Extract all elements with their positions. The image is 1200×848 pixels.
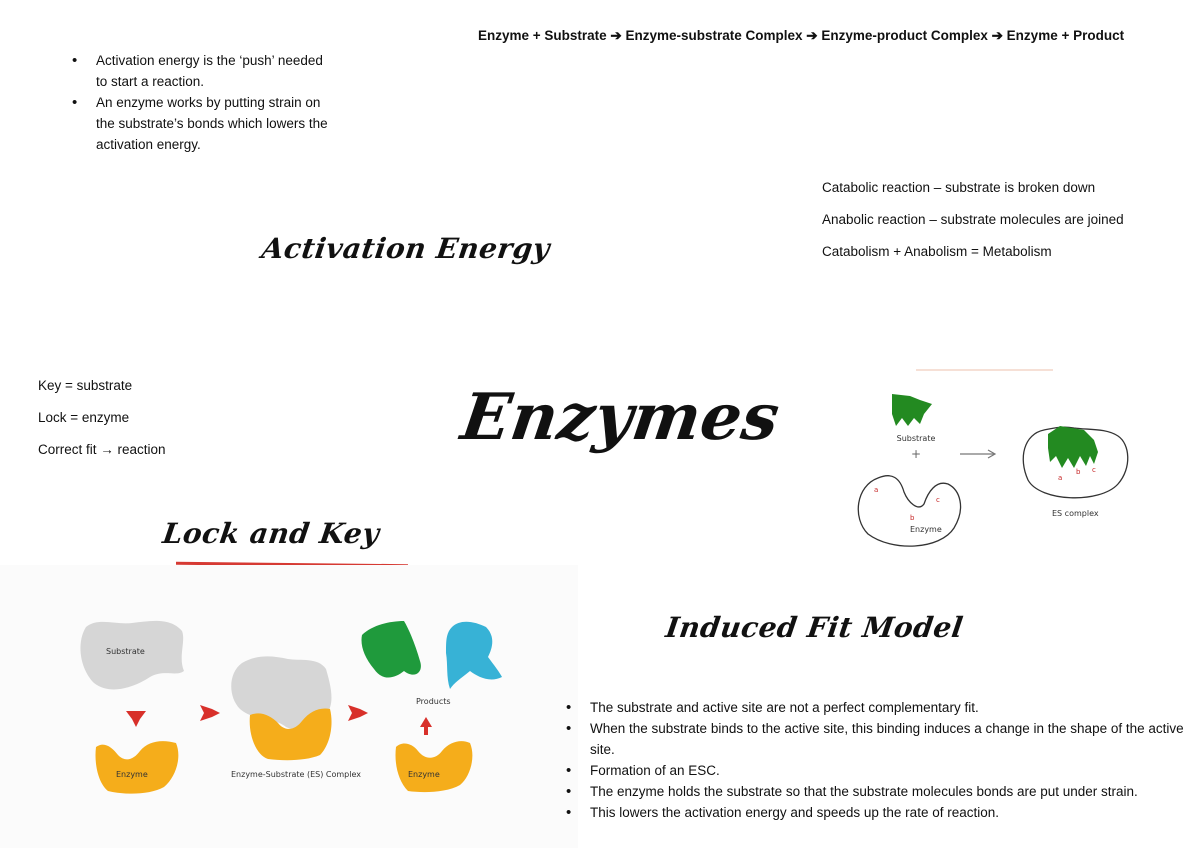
lock-and-key-diagram [0, 565, 578, 848]
list-item: • The substrate and active site are not a perfect complementary fit. [566, 697, 1186, 718]
site-a-label: a [874, 486, 879, 494]
enzyme-label: Enzyme [408, 770, 440, 779]
reaction-chain: Enzyme + Substrate ➔ Enzyme-substrate Complex ➔ Enzyme-product Complex ➔ Enzyme + Product [478, 28, 1125, 43]
metabolism-notes [822, 172, 1124, 268]
activation-energy-heading: Activation Energy [259, 232, 553, 265]
es-complex-label: ES complex [1052, 509, 1099, 518]
induced-fit-diagram [848, 368, 1148, 548]
fit-line: Correct fit → reaction [38, 442, 166, 457]
list-item: • Activation energy is the ‘push’ needed to start a reaction. [72, 50, 332, 92]
site-c-label: c [936, 496, 940, 504]
lock-key-notes [38, 370, 166, 466]
metabolism-line: Catabolism + Anabolism = Metabolism [822, 244, 1052, 259]
site-c-label: c [1092, 466, 1096, 474]
enzyme-label: Enzyme [910, 525, 942, 534]
substrate-label: Substrate [106, 647, 145, 656]
lock-line: Lock = enzyme [38, 410, 130, 425]
products-label: Products [416, 697, 451, 706]
list-item: • When the substrate binds to the active site, this binding induces a change in the shape of the active site. [566, 718, 1186, 760]
list-item: • The enzyme holds the substrate so that the substrate molecules bonds are put under strain. [566, 781, 1186, 802]
es-complex-label: Enzyme-Substrate (ES) Complex [231, 770, 361, 779]
induced-fit-bullets [566, 697, 1186, 823]
list-item: • An enzyme works by putting strain on the substrate’s bonds which lowers the activation energy. [72, 92, 332, 155]
lock-and-key-heading: Lock and Key [160, 517, 382, 550]
catabolic-line: Catabolic reaction – substrate is broken down [822, 180, 1096, 195]
site-b-label: b [910, 514, 915, 522]
substrate-label: Substrate [896, 434, 936, 443]
induced-fit-heading: Induced Fit Model [663, 611, 966, 644]
page-title: Enzymes [456, 380, 785, 455]
plus-sign: + [910, 447, 922, 461]
list-item: • This lowers the activation energy and speeds up the rate of reaction. [566, 802, 1186, 823]
anabolic-line: Anabolic reaction – substrate molecules are joined [822, 212, 1124, 227]
site-b-label: b [1076, 468, 1081, 476]
substrate-shape [892, 394, 932, 426]
key-line: Key = substrate [38, 378, 133, 393]
activation-bullets [72, 50, 332, 155]
site-a-label: a [1058, 474, 1063, 482]
enzyme-label: Enzyme [116, 770, 148, 779]
list-item: • Formation of an ESC. [566, 760, 1186, 781]
